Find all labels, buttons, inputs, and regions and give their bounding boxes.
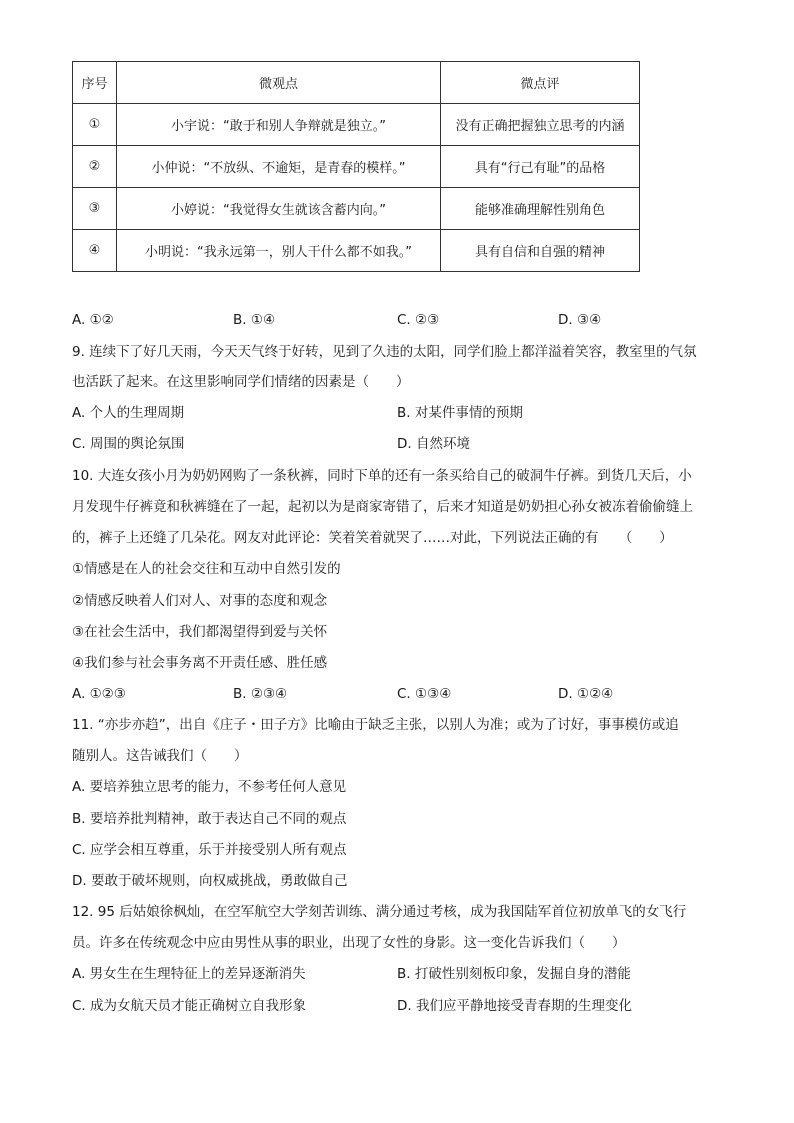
table-row: [73, 104, 640, 146]
q12-stem-line1: 12. 95 后姑娘徐枫灿，在空军航空大学刻苦训练、满分通过考核，成为我国陆军首位初放单飞的女飞行: [72, 904, 687, 920]
row-comment: 具有“行己有耻”的品格: [441, 146, 640, 188]
q10-statement-3: ③在社会生活中，我们都渴望得到爱与关怀: [72, 624, 328, 640]
header-comment: 微点评: [441, 62, 640, 104]
row-view: 小宇说：“敢于和别人争辩就是独立。”: [117, 104, 441, 146]
q11-option-d: D. 要敢于破坏规则，向权威挑战，勇敢做自己: [72, 873, 348, 889]
row-comment: 没有正确把握独立思考的内涵: [441, 104, 640, 146]
views-table: [72, 61, 640, 272]
q10-statement-1: ①情感是在人的社会交往和互动中自然引发的: [72, 561, 341, 577]
q12-option-d: D. 我们应平静地接受青春期的生理变化: [397, 998, 632, 1014]
q10-statement-4: ④我们参与社会事务离不开责任感、胜任感: [72, 655, 328, 671]
row-number: ①: [73, 104, 117, 146]
q8-option-d: D. ③④: [558, 312, 602, 328]
q10-statement-2: ②情感反映着人们对人、对事的态度和观念: [72, 593, 328, 609]
q12-option-b: B. 打破性别刻板印象，发掘自身的潜能: [397, 966, 631, 982]
row-number: ③: [73, 188, 117, 230]
q9-option-c: C. 周围的舆论氛围: [72, 436, 185, 452]
q10-option-a: A. ①②③: [72, 686, 126, 702]
q9-option-b: B. 对某件事情的预期: [397, 405, 523, 421]
q10-stem-line3: 的，裤子上还缝了几朵花。网友对此评论：笑着笑着就哭了……对此，下列说法正确的有 （ ）: [72, 530, 673, 546]
row-view: 小明说：“我永远第一，别人干什么都不如我。”: [117, 230, 441, 272]
q9-option-d: D. 自然环境: [397, 436, 470, 452]
q8-option-c: C. ②③: [397, 312, 440, 328]
q12-option-c: C. 成为女航天员才能正确树立自我形象: [72, 998, 307, 1014]
q10-option-c: C. ①③④: [397, 686, 452, 702]
q9-stem-line2: 也活跃了起来。在这里影响同学们情绪的因素是（ ）: [72, 374, 410, 390]
q9-option-a: A. 个人的生理周期: [72, 405, 185, 421]
q11-stem-line2: 随别人。这告诫我们（ ）: [72, 748, 248, 764]
q10-stem-line1: 10. 大连女孩小月为奶奶网购了一条秋裤，同时下单的还有一条买给自己的破洞牛仔裤。到货几天后，小: [72, 468, 692, 484]
row-comment: 具有自信和自强的精神: [441, 230, 640, 272]
row-view: 小仲说：“不放纵、不逾矩，是青春的模样。”: [117, 146, 441, 188]
q10-option-b: B. ②③④: [233, 686, 288, 702]
q8-option-a: A. ①②: [72, 312, 114, 328]
row-number: ④: [73, 230, 117, 272]
table-row: [73, 230, 640, 272]
q10-stem-line2: 月发现牛仔裤竟和秋裤缝在了一起，起初以为是商家寄错了，后来才知道是奶奶担心孙女被冻着偷偷缝上: [72, 499, 693, 515]
row-number: ②: [73, 146, 117, 188]
q12-option-a: A. 男女生在生理特征上的差异逐渐消失: [72, 966, 306, 982]
q11-option-c: C. 应学会相互尊重，乐于并接受别人所有观点: [72, 842, 347, 858]
table-row: [73, 188, 640, 230]
q8-option-b: B. ①④: [233, 312, 276, 328]
q12-stem-line2: 员。许多在传统观念中应由男性从事的职业，出现了女性的身影。这一变化告诉我们（ ）: [72, 935, 626, 951]
q9-stem-line1: 9. 连续下了好几天雨，今天天气终于好转，见到了久违的太阳，同学们脸上都洋溢着笑容，教室里的气氛: [72, 344, 697, 360]
q10-option-d: D. ①②④: [558, 686, 614, 702]
q11-stem-line1: 11. “亦步亦趋”，出自《庄子・田子方》比喻由于缺乏主张，以别人为准；或为了讨好，事事模仿或追: [72, 717, 679, 733]
q11-option-a: A. 要培养独立思考的能力，不参考任何人意见: [72, 779, 347, 795]
row-comment: 能够准确理解性别角色: [441, 188, 640, 230]
header-number: 序号: [73, 62, 117, 104]
table-header-row: [73, 62, 640, 104]
q11-option-b: B. 要培养批判精神，敢于表达自己不同的观点: [72, 811, 347, 827]
row-view: 小婷说：“我觉得女生就该含蓄内向。”: [117, 188, 441, 230]
header-view: 微观点: [117, 62, 441, 104]
table-row: [73, 146, 640, 188]
